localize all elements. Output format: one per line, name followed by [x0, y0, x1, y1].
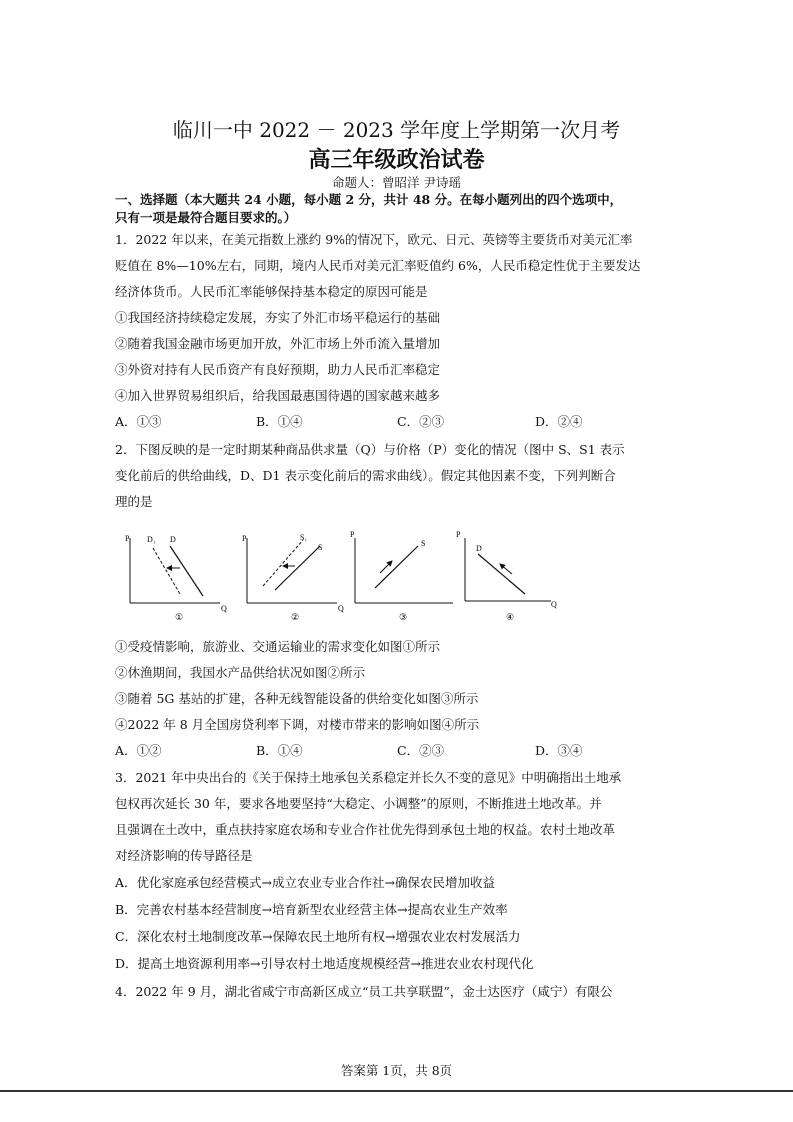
graph1-number: ①: [175, 612, 184, 622]
graph2-s-label: S: [318, 543, 323, 552]
q2-stem-line: 2．下图反映的是一定时期某种商品供求量（Q）与价格（P）变化的情况（图中 S、S1 表示: [115, 442, 625, 457]
graph-4: [456, 530, 557, 622]
graph4-p-label: P: [456, 530, 461, 539]
section-instruction-line1: 一、选择题（本大题共 24 小题，每小题 2 分，共计 48 分。在每小题列出的四个选项中，: [115, 192, 623, 207]
graph-3: [350, 530, 453, 622]
graph1-p-label: P: [125, 534, 130, 543]
graph1-d-curve: [170, 546, 203, 596]
graph4-number: ④: [506, 612, 515, 622]
q1-option-c[interactable]: C．②③: [397, 414, 445, 429]
supply-demand-graphs: [115, 528, 565, 628]
q3-option-b[interactable]: B．完善农村基本经营制度→培育新型农业经营主体→提高农业生产效率: [115, 902, 508, 917]
graph4-d-curve: [478, 554, 525, 594]
q2-stem-line: 理的是: [115, 494, 153, 509]
section-instruction-line2: 只有一项是最符合题目要求的。）: [115, 210, 297, 225]
graph2-s-curve: [275, 546, 320, 590]
graph-1: [125, 534, 227, 622]
page-footer: 答案第 1页，共 8页: [340, 1063, 453, 1078]
q1-option-a[interactable]: A．①③: [115, 414, 162, 429]
q1-statement: ①我国经济持续稳定发展，夯实了外汇市场平稳运行的基础: [115, 310, 441, 325]
q2-statement: ②休渔期间，我国水产品供给状况如图②所示: [115, 665, 366, 680]
exam-title: 临川一中 2022 － 2023 学年度上学期第一次月考: [172, 118, 621, 142]
graph1-d1-label: D₁: [147, 535, 156, 544]
q3-stem-line: 且强调在土改中，重点扶持家庭农场和专业合作社优先得到承包土地的权益。农村土地改革: [115, 822, 616, 837]
q3-stem-line: 包权再次延长 30 年，要求各地要坚持“大稳定、小调整”的原则，不断推进土地改革。并: [115, 796, 602, 811]
q2-option-d[interactable]: D．③④: [535, 743, 583, 758]
q1-statement: ②随着我国金融市场更加开放，外汇市场上外币流入量增加: [115, 336, 441, 351]
exam-subtitle: 高三年级政治试卷: [308, 147, 485, 173]
bottom-rule: [0, 1090, 793, 1092]
q2-stem-line: 变化前后的供给曲线，D、D1 表示变化前后的需求曲线）。假定其他因素不变，下列判断合: [115, 468, 616, 483]
q4-stem-line: 4．2022 年 9 月，湖北省咸宁市高新区成立“员工共享联盟”，金士达医疗（咸宁）有限公: [115, 984, 613, 999]
graph4-d-label: D: [476, 544, 482, 553]
exam-authors: 命题人：曾昭洋 尹诗瑶: [332, 175, 461, 190]
graph-2: [242, 533, 344, 622]
q1-stem-line: 贬值在 8%—10%左右，同期，境内人民币对美元汇率贬值约 6%，人民币稳定性优于主要发达: [115, 258, 641, 273]
q3-option-c[interactable]: C．深化农村土地制度改革→保障农民土地所有权→增强农业农村发展活力: [115, 929, 521, 944]
graph4-movement-arrow: [500, 564, 512, 574]
graph2-p-label: P: [242, 534, 247, 543]
graph3-number: ③: [399, 612, 408, 622]
q3-stem-line: 3．2021 年中央出台的《关于保持土地承包关系稳定并长久不变的意见》中明确指出土地承: [115, 770, 622, 785]
graph2-s1-label: S₁: [300, 533, 308, 542]
graph3-movement-arrow: [380, 561, 392, 573]
q2-statement: ①受疫情影响，旅游业、交通运输业的需求变化如图①所示: [115, 639, 441, 654]
q2-option-a[interactable]: A．①②: [115, 743, 162, 758]
graph4-q-label: Q: [551, 600, 557, 609]
q1-option-b[interactable]: B．①④: [256, 414, 303, 429]
graph2-number: ②: [291, 612, 300, 622]
q2-statement: ④2022 年 8 月全国房贷利率下调，对楼市带来的影响如图④所示: [115, 717, 480, 732]
q1-stem-line: 1．2022 年以来，在美元指数上涨约 9%的情况下，欧元、日元、英镑等主要货币对美元汇率: [115, 232, 633, 247]
q3-option-d[interactable]: D．提高土地资源利用率→引导农村土地适度规模经营→推进农业农村现代化: [115, 956, 534, 971]
q2-statement: ③随着 5G 基站的扩建，各种无线智能设备的供给变化如图③所示: [115, 691, 479, 706]
graph2-s1-curve: [263, 540, 303, 586]
graph3-s-label: S: [421, 539, 426, 548]
q2-option-b[interactable]: B．①④: [256, 743, 303, 758]
graph3-s-curve: [375, 546, 418, 588]
graph2-q-label: Q: [338, 604, 344, 613]
q3-stem-line: 对经济影响的传导路径是: [115, 848, 253, 863]
q1-statement: ④加入世界贸易组织后，给我国最惠国待遇的国家越来越多: [115, 388, 441, 403]
q1-stem-line: 经济体货币。人民币汇率能够保持基本稳定的原因可能是: [115, 284, 428, 299]
q1-statement: ③外资对持有人民币资产有良好预期，助力人民币汇率稳定: [115, 362, 441, 377]
graph1-d-label: D: [170, 535, 176, 544]
graph3-p-label: P: [350, 530, 355, 539]
graph1-q-label: Q: [221, 604, 227, 613]
q1-option-d[interactable]: D．②④: [535, 414, 583, 429]
q2-option-c[interactable]: C．②③: [397, 743, 445, 758]
q3-option-a[interactable]: A．优化家庭承包经营模式→成立农业专业合作社→确保农民增加收益: [115, 875, 495, 890]
